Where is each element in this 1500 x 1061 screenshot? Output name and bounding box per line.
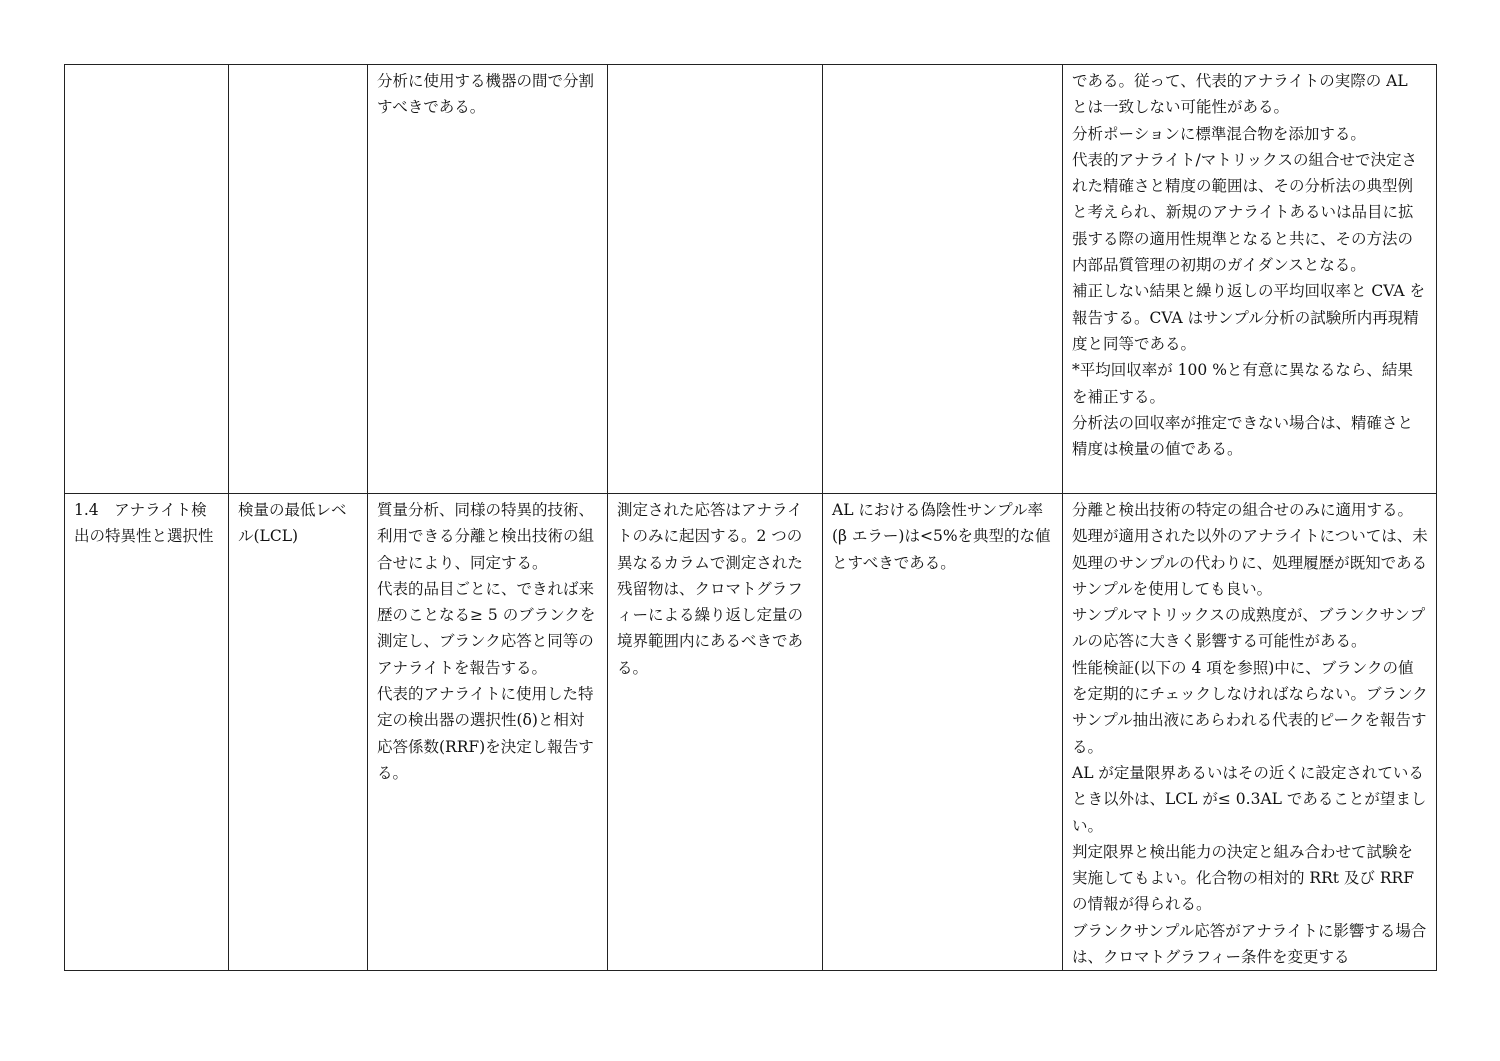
cell-paragraph: 代表的アナライト/マトリックスの組合せで決定された精確さと精度の範囲は、その分析法の典型例と考えられ、新規のアナライトあるいは品目に拡張する際の適用性規準となると共に、その方法の内部品質管理の初期のガイダンスとなる。 bbox=[1072, 150, 1417, 275]
cell-paragraph: サンプルマトリックスの成熟度が、ブランクサンプルの応答に大きく影響する可能性がある。 bbox=[1072, 606, 1426, 651]
method-cell bbox=[368, 65, 608, 494]
acceptance-cell bbox=[823, 65, 1063, 494]
cell-paragraph: である。従って、代表的アナライトの実際の AL とは一致しない可能性がある。 bbox=[1072, 72, 1408, 117]
cell-paragraph: 性能検証(以下の 4 項を参照)中に、ブランクの値を定期的にチェックしなければならない。ブランクサンプル抽出液にあらわれる代表的ピークを報告する。 bbox=[1072, 658, 1428, 756]
validation-criteria-table bbox=[64, 64, 1437, 971]
cell-paragraph: *平均回収率が 100 %と有意に異なるなら、結果を補正する。 bbox=[1072, 361, 1413, 406]
table-row bbox=[65, 65, 1437, 494]
cell-paragraph: 分離と検出技術の特定の組合せのみに適用する。処理が適用された以外のアナライトについては、未処理のサンプルの代わりに、処理履歴が既知であるサンプルを使用しても良い。 bbox=[1072, 501, 1428, 598]
acceptance-cell bbox=[823, 494, 1063, 971]
cell-paragraph: AL が定量限界あるいはその近くに設定されているとき以外は、LCL が≤ 0.3AL であることが望ましい。 bbox=[1072, 763, 1427, 835]
item-cell bbox=[229, 65, 368, 494]
item-cell bbox=[229, 494, 368, 971]
parameter-cell bbox=[65, 494, 229, 971]
criterion-cell bbox=[608, 494, 823, 971]
cell-paragraph: 判定限界と検出能力の決定と組み合わせて試験を実施してもよい。化合物の相対的 RRt 及び RRF の情報が得られる。 bbox=[1072, 842, 1414, 914]
criterion-cell bbox=[608, 65, 823, 494]
cell-paragraph: 分析に使用する機器の間で分割すべきである。 bbox=[377, 72, 595, 117]
method-cell bbox=[368, 494, 608, 971]
cell-paragraph: 代表的品目ごとに、できれば来歴のことなる≥ 5 のブランクを測定し、ブランク応答と同等のアナライトを報告する。 bbox=[377, 579, 596, 677]
notes-cell bbox=[1063, 65, 1437, 494]
cell-paragraph: ブランクサンプル応答がアナライトに影響する場合は、クロマトグラフィー条件を変更する bbox=[1072, 921, 1427, 967]
cell-paragraph: 1.4 アナライト検出の特異性と選択性 bbox=[74, 501, 214, 546]
table-row bbox=[65, 494, 1437, 971]
notes-cell bbox=[1063, 494, 1437, 971]
cell-paragraph: 質量分析、同様の特異的技術、利用できる分離と検出技術の組合せにより、同定する。 bbox=[377, 501, 595, 572]
cell-paragraph: AL における偽陰性サンプル率(β エラー)は<5%を典型的な値とすべきである。 bbox=[832, 501, 1051, 572]
cell-paragraph: 代表的アナライトに使用した特定の検出器の選択性(δ)と相対応答係数(RRF)を決定し報告する。 bbox=[377, 685, 594, 782]
cell-paragraph: 測定された応答はアナライトのみに起因する。2 つの異なるカラムで測定された残留物は、クロマトグラフィーによる繰り返し定量の境界範囲内にあるべきである。 bbox=[617, 501, 804, 677]
cell-paragraph: 分析ポーションに標準混合物を添加する。 bbox=[1072, 124, 1366, 143]
cell-paragraph: 分析法の回収率が推定できない場合は、精確さと精度は検量の値である。 bbox=[1072, 413, 1414, 459]
cell-paragraph: 検量の最低レベル(LCL) bbox=[238, 501, 347, 546]
cell-paragraph: 補正しない結果と繰り返しの平均回収率と CVA を報告する。CVA はサンプル分析の試験所内再現精度と同等である。 bbox=[1072, 282, 1426, 353]
parameter-cell bbox=[65, 65, 229, 494]
